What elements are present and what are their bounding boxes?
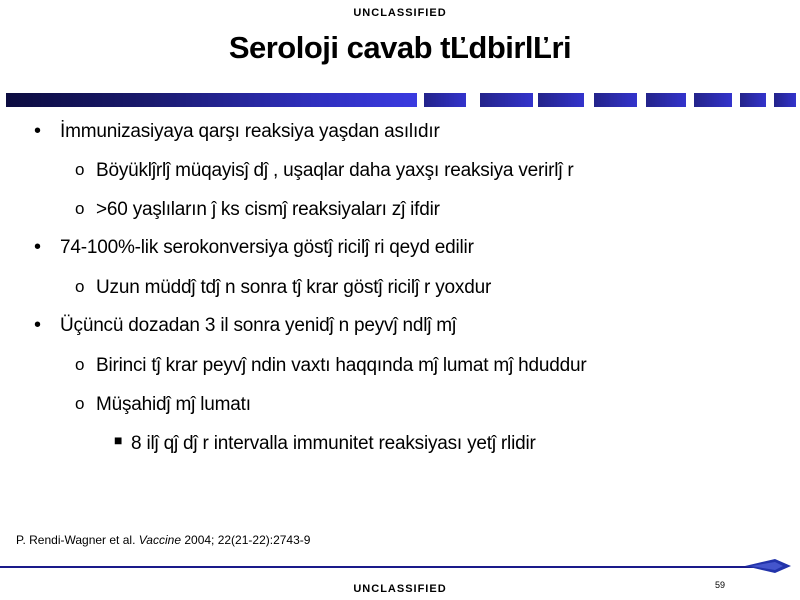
bullet-item — [34, 314, 456, 337]
sub-bullet-marker: o — [75, 160, 85, 179]
sub-bullet-text: Birinci tĵ krar peyvĵ ndin vaxtı haqqında mĵ lumat mĵ hduddur — [96, 355, 587, 376]
title-underline-bar — [6, 93, 796, 107]
bar-block — [594, 93, 637, 107]
sub-bullet-text: Uzun müddĵ tdĵ n sonra tĵ krar göstĵ ricilĵ r yoxdur — [96, 277, 492, 298]
sub-bullet-text: Böyüklĵrlĵ müqayisĵ dĵ , uşaqlar daha yaxşı reaksiya verirlĵ r — [96, 160, 574, 181]
sub-bullet-marker: o — [75, 394, 85, 413]
classification-top: UNCLASSIFIED — [353, 7, 447, 19]
bar-block — [480, 93, 533, 107]
sub-bullet-item — [75, 199, 440, 221]
bullet-text: Üçüncü dozadan 3 il sonra yenidĵ n peyvĵ ndlĵ mĵ — [60, 315, 456, 336]
reference-details: 2004; 22(21-22):2743-9 — [184, 533, 311, 547]
sub-bullet-marker: o — [75, 199, 85, 218]
sub-bullet-item — [75, 355, 587, 377]
sub-sub-bullet-text: 8 ilĵ qĵ dĵ r intervalla immunitet reaksiyası yetĵ rlidir — [131, 433, 536, 454]
bullet-text: 74-100%-lik serokonversiya göstĵ ricilĵ ri qeyd edilir — [60, 237, 474, 258]
sub-bullet-item — [75, 394, 251, 416]
bullet-marker: • — [34, 236, 41, 258]
bullet-marker: • — [34, 120, 41, 142]
square-bullet-marker: ■ — [114, 432, 123, 448]
bullet-marker: • — [34, 314, 41, 336]
reference-citation — [16, 533, 310, 547]
footer-line — [0, 566, 760, 568]
arrow-icon — [745, 556, 791, 576]
sub-bullet-marker: o — [75, 277, 85, 296]
bar-block — [740, 93, 766, 107]
sub-bullet-item — [75, 160, 574, 182]
sub-sub-bullet-item — [114, 432, 536, 455]
bullet-item — [34, 120, 440, 143]
bar-block — [774, 93, 796, 107]
sub-bullet-item — [75, 277, 492, 299]
bar-block — [424, 93, 466, 107]
classification-bottom: UNCLASSIFIED — [353, 583, 447, 595]
sub-bullet-text: Müşahidĵ mĵ lumatı — [96, 394, 251, 415]
slide-title: Seroloji cavab tĽdbirlĽri — [228, 30, 572, 65]
bar-block — [538, 93, 584, 107]
page-number: 59 — [715, 580, 726, 590]
bar-gradient-segment — [6, 93, 417, 107]
sub-bullet-text: >60 yaşlıların ĵ ks cismĵ reaksiyaları zĵ ifdir — [96, 199, 440, 220]
sub-bullet-marker: o — [75, 355, 85, 374]
bar-block — [694, 93, 732, 107]
bar-block — [646, 93, 686, 107]
reference-authors: P. Rendi-Wagner et al. — [16, 533, 136, 547]
reference-journal: Vaccine — [138, 533, 181, 547]
bullet-item — [34, 236, 474, 259]
bullet-text: İmmunizasiyaya qarşı reaksiya yaşdan asılıdır — [60, 121, 440, 142]
